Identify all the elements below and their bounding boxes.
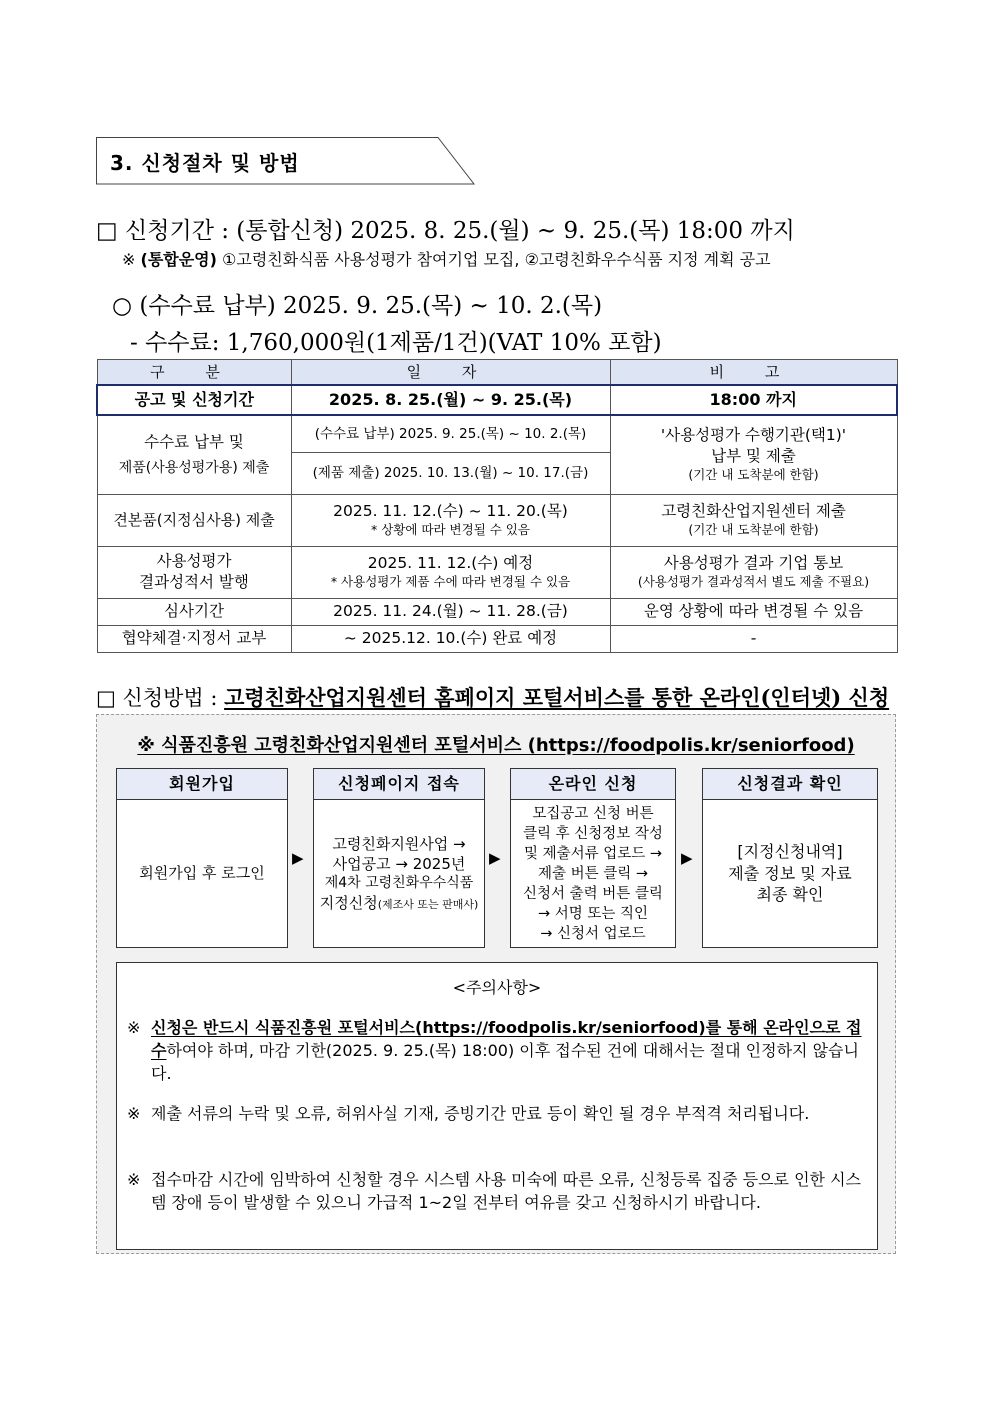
cell-line: (기간 내 도착분에 한함) xyxy=(688,467,819,483)
step-line: 및 제출서류 업로드 → xyxy=(523,845,663,862)
cell: 2025. 8. 25.(월) ~ 9. 25.(목) xyxy=(291,385,610,415)
header-remark: 비 고 xyxy=(610,360,897,386)
cell: 심사기간 xyxy=(97,598,291,625)
notice-1-bold: 신청은 반드시 식품진흥원 포털서비스(https://foodpolis.kr/seniorfood)를 통해 온라인으로 접수 xyxy=(151,1018,862,1061)
step-title: 신청페이지 접속 xyxy=(314,769,484,800)
cell: 공고 및 신청기간 xyxy=(97,385,291,415)
cell xyxy=(291,546,610,598)
step-body xyxy=(314,800,484,947)
cell: (수수료 납부) 2025. 9. 25.(목) ~ 10. 2.(목) xyxy=(291,415,610,452)
table-header-row xyxy=(97,360,897,386)
cell: 협약체결·지정서 교부 xyxy=(97,625,291,652)
schedule-table xyxy=(96,359,898,653)
step-line: 클릭 후 신청정보 작성 xyxy=(523,825,663,842)
step-line: 사업공고 → 2025년 xyxy=(332,854,466,873)
cell: 18:00 까지 xyxy=(610,385,897,415)
step-line-main: 지정신청 xyxy=(319,894,378,913)
note-bold: (통합운영) xyxy=(140,250,217,269)
cell xyxy=(610,494,897,546)
portal-title-text: ※ 식품진흥원 고령친화산업지원센터 포털서비스 (https://foodpolis.kr/seniorfood) xyxy=(137,735,855,756)
cell: 견본품(지정심사용) 제출 xyxy=(97,494,291,546)
step-check-result xyxy=(702,768,878,948)
step-line: 제출 정보 및 자료 xyxy=(728,863,852,883)
cell-line: 결과성적서 발행 xyxy=(139,573,249,591)
method-text: 고령친화산업지원센터 홈페이지 포털서비스를 통한 온라인(인터넷) 신청 xyxy=(224,685,890,710)
note-rest: ①고령친화식품 사용성평가 참여기업 모집, ②고령친화우수식품 지정 계획 공고 xyxy=(216,250,771,269)
cell xyxy=(610,546,897,598)
step-title: 신청결과 확인 xyxy=(703,769,877,800)
cell-line: (기간 내 도착분에 한함) xyxy=(688,522,819,538)
cell: 2025. 11. 24.(월) ~ 11. 28.(금) xyxy=(291,598,610,625)
notice-mark: ※ xyxy=(127,1170,141,1189)
cell xyxy=(97,546,291,598)
notice-2-text: 제출 서류의 누락 및 오류, 허위사실 기재, 증빙기간 만료 등이 확인 될 경우 부적격 처리됩니다. xyxy=(151,1104,810,1123)
step-body xyxy=(703,800,877,947)
step-line: → 서명 또는 직인 xyxy=(537,905,648,922)
cell: (제품 제출) 2025. 10. 13.(월) ~ 10. 17.(금) xyxy=(291,452,610,494)
table-row xyxy=(97,385,897,415)
cell xyxy=(291,494,610,546)
cell-line: 고령친화산업지원센터 제출 xyxy=(661,502,846,521)
step-line: → 신청서 업로드 xyxy=(540,925,646,942)
portal-service-box xyxy=(96,714,896,1254)
fee-payment-period: ○ (수수료 납부) 2025. 9. 25.(목) ~ 10. 2.(목) xyxy=(112,293,603,319)
table-row xyxy=(97,625,897,652)
notice-item-1 xyxy=(127,1016,865,1086)
step-line-small: (제조사 또는 판매사) xyxy=(377,898,479,912)
step-arrow-icon: ▶ xyxy=(681,849,693,867)
cell-line: 납부 및 제출 xyxy=(711,447,796,466)
step-line: 최종 확인 xyxy=(756,885,824,905)
step-access-page xyxy=(313,768,485,948)
step-line: 제출 버튼 클릭 → xyxy=(537,865,648,882)
cell: 운영 상황에 따라 변경될 수 있음 xyxy=(610,598,897,625)
cell-line: 사용성평가 결과 기업 통보 xyxy=(663,554,844,573)
step-online-apply xyxy=(510,768,676,948)
cell-line: * 사용성평가 제품 수에 따라 변경될 수 있음 xyxy=(330,574,571,590)
notice-box xyxy=(116,962,878,1250)
portal-title xyxy=(97,731,895,757)
cell-line: 2025. 11. 12.(수) ~ 11. 20.(목) xyxy=(333,502,568,521)
cell-line: 사용성평가 xyxy=(156,552,232,571)
cell xyxy=(610,415,897,494)
table-row xyxy=(97,494,897,546)
section-title: 3. 신청절차 및 방법 xyxy=(110,151,300,175)
step-body-text: 회원가입 후 로그인 xyxy=(139,864,265,883)
method-prefix: □ 신청방법 : xyxy=(96,686,225,710)
cell-line: * 상황에 따라 변경될 수 있음 xyxy=(371,522,530,538)
step-body xyxy=(511,800,675,947)
cell xyxy=(97,415,291,494)
step-body xyxy=(117,800,287,947)
step-line: 고령친화지원사업 → xyxy=(332,834,466,853)
step-line: 제4차 고령친화우수식품 xyxy=(324,875,474,892)
application-period: □ 신청기간 : (통합신청) 2025. 8. 25.(월) ~ 9. 25.(목) 18:00 까지 xyxy=(96,218,795,244)
integrated-operation-note xyxy=(122,247,771,270)
notice-item-2 xyxy=(127,1102,865,1125)
cell-line: 2025. 11. 12.(수) 예정 xyxy=(367,554,534,573)
step-title: 회원가입 xyxy=(117,769,287,800)
step-signup xyxy=(116,768,288,948)
header-date: 일 자 xyxy=(291,360,610,386)
table-row xyxy=(97,598,897,625)
cell-line: (사용성평가 결과성적서 별도 제출 不필요) xyxy=(637,574,870,590)
notice-heading: <주의사항> xyxy=(452,978,542,997)
notice-item-3 xyxy=(127,1168,865,1214)
step-line: 모집공고 신청 버튼 xyxy=(532,805,654,822)
application-method xyxy=(96,682,889,712)
note-mark: ※ xyxy=(122,250,136,269)
section-header xyxy=(96,137,476,185)
fee-amount: - 수수료: 1,760,000원(1제품/1건)(VAT 10% 포함) xyxy=(130,330,662,356)
step-line: 신청서 출력 버튼 클릭 xyxy=(523,885,663,902)
cell-line: 수수료 납부 및 xyxy=(144,432,244,451)
step-line xyxy=(320,893,479,913)
cell-line: 제품(사용성평가용) 제출 xyxy=(118,459,270,476)
step-line: [지정신청내역] xyxy=(737,842,843,862)
cell: ~ 2025.12. 10.(수) 완료 예정 xyxy=(291,625,610,652)
cell-line: '사용성평가 수행기관(택1)' xyxy=(660,426,847,445)
step-arrow-icon: ▶ xyxy=(489,849,501,867)
cell: - xyxy=(610,625,897,652)
notice-1-rest: 하여야 하며, 마감 기한(2025. 9. 25.(목) 18:00) 이후 접수된 건에 대해서는 절대 인정하지 않습니다. xyxy=(151,1041,859,1084)
table-row xyxy=(97,415,897,452)
notice-mark: ※ xyxy=(127,1018,141,1037)
notice-3-text: 접수마감 시간에 임박하여 신청할 경우 시스템 사용 미숙에 따른 오류, 신청등록 집중 등으로 인한 시스템 장애 등이 발생할 수 있으니 가급적 1~2일 전부터 여유를 갖고 신청하시기 바랍니다. xyxy=(151,1170,861,1213)
step-arrow-icon: ▶ xyxy=(292,849,304,867)
step-title: 온라인 신청 xyxy=(511,769,675,800)
notice-mark: ※ xyxy=(127,1104,141,1123)
table-row xyxy=(97,546,897,598)
header-category: 구 분 xyxy=(97,360,291,386)
